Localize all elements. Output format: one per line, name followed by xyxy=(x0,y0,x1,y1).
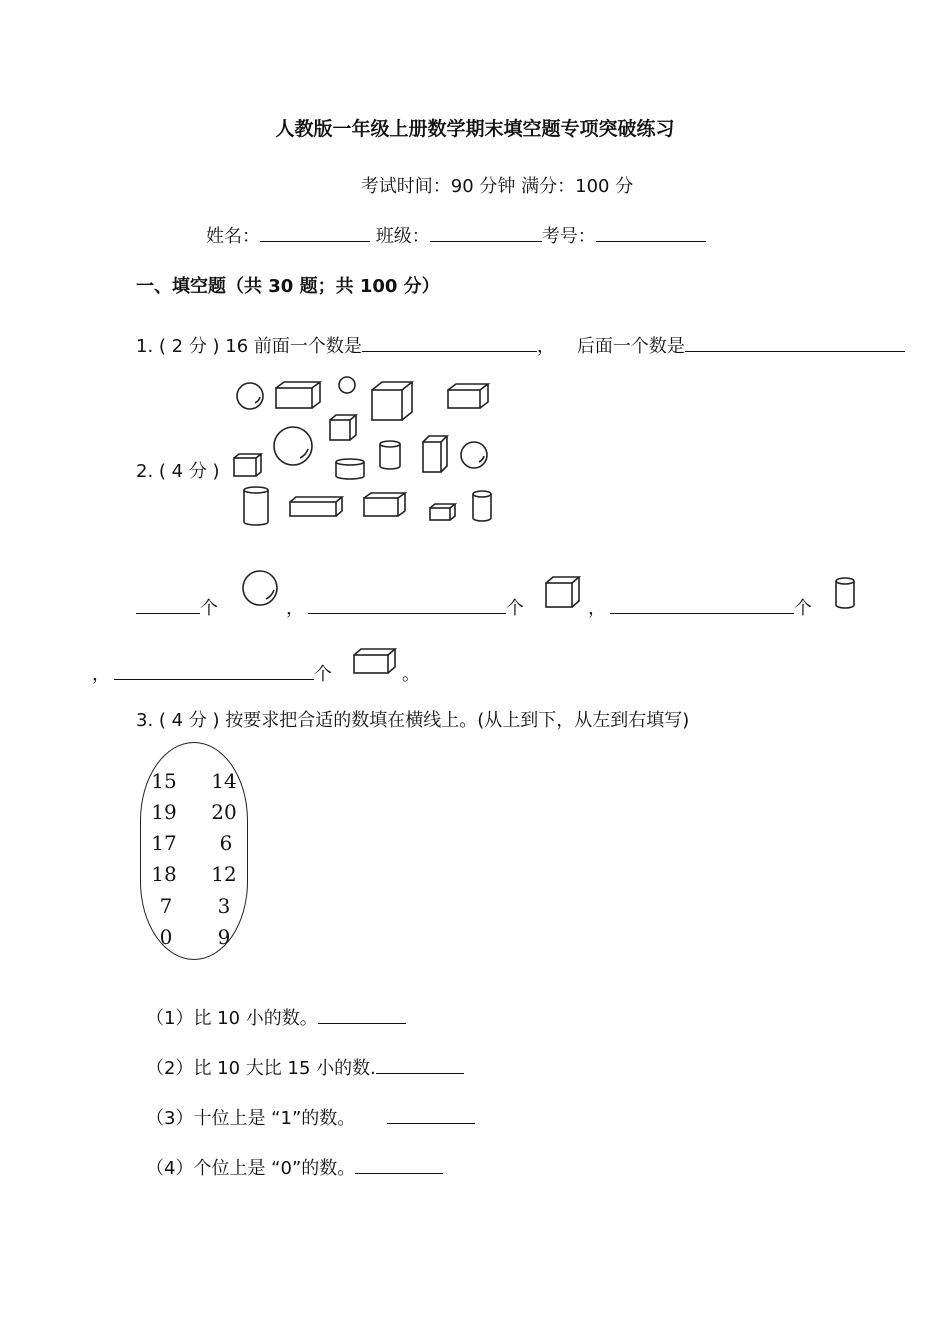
question-1 xyxy=(136,332,905,358)
sphere-icon xyxy=(240,568,280,608)
question-1-text-a: 16 前面一个数是 xyxy=(225,336,362,357)
sphere-icon xyxy=(461,442,487,468)
question-3 xyxy=(136,706,689,732)
name-label: 姓名： xyxy=(206,226,260,247)
sub-question-3: （3）十位上是 “1”的数。 xyxy=(146,1104,475,1130)
exam-info: 考试时间：90 分钟 满分：100 分 xyxy=(360,176,634,197)
oval-number: 17 xyxy=(151,831,177,855)
sub-question-4: （4）个位上是 “0”的数。 xyxy=(146,1154,443,1180)
cylinder-icon xyxy=(473,491,491,521)
question-3-prefix: 3. ( 4 分 ) xyxy=(136,710,226,731)
sub-question-2: （2）比 10 大比 15 小的数. xyxy=(146,1054,464,1080)
oval-number: 18 xyxy=(151,862,177,886)
class-label: 班级： xyxy=(375,226,430,247)
oval-number: 3 xyxy=(217,894,231,918)
question-1-text-b: 后面一个数是 xyxy=(576,336,685,357)
cylinder-icon xyxy=(336,459,364,479)
sub-question-3-blank[interactable] xyxy=(387,1105,475,1124)
sphere-count-blank[interactable] xyxy=(136,595,200,614)
exam-number-blank[interactable] xyxy=(596,223,706,242)
class-blank[interactable] xyxy=(430,223,542,242)
cylinder-count-blank[interactable] xyxy=(610,595,794,614)
comma: ， xyxy=(286,598,304,619)
period: 。 xyxy=(402,664,420,685)
sub-question-1: （1）比 10 小的数。 xyxy=(146,1004,406,1030)
sphere-icon xyxy=(274,427,312,465)
cube-count-blank[interactable] xyxy=(308,595,506,614)
question-1-prefix: 1. ( 2 分 ) xyxy=(136,336,226,357)
sub-question-1-blank[interactable] xyxy=(318,1005,406,1024)
comma: ， xyxy=(92,664,110,685)
sphere-icon xyxy=(339,377,355,393)
cylinder-icon xyxy=(380,441,400,469)
cuboid-icon xyxy=(430,504,455,520)
question-1-blank-a[interactable] xyxy=(362,333,537,352)
question-2-cylinder-answer xyxy=(610,594,812,620)
question-2-prefix: 2. ( 4 分 ) xyxy=(136,461,220,482)
question-1-blank-b[interactable] xyxy=(685,333,905,352)
question-1-sep: ， xyxy=(536,336,555,357)
exam-number-label: 考号： xyxy=(541,226,596,247)
oval-number: 19 xyxy=(151,800,177,824)
cuboid-icon xyxy=(350,644,398,678)
oval-number: 14 xyxy=(211,769,237,793)
name-blank[interactable] xyxy=(260,223,370,242)
cuboid-icon xyxy=(276,382,320,408)
cube-icon xyxy=(330,415,356,440)
section-heading: 一、填空题（共 30 题；共 100 分） xyxy=(136,276,440,297)
question-2-cuboid-answer xyxy=(114,660,332,686)
question-2-cube-answer xyxy=(308,594,524,620)
sub-question-2-blank[interactable] xyxy=(376,1055,464,1074)
cube-icon xyxy=(234,454,261,476)
cuboid-icon xyxy=(290,497,342,516)
cube-icon xyxy=(372,382,412,420)
question-3-text: 按要求把合适的数填在横线上。(从上到下，从左到右填写) xyxy=(225,710,690,731)
unit-label: 个 xyxy=(506,598,524,619)
number-oval xyxy=(140,742,248,960)
cylinder-icon xyxy=(832,576,858,612)
student-info-row xyxy=(206,222,706,248)
cuboid-icon xyxy=(364,493,405,516)
unit-label: 个 xyxy=(314,664,332,685)
question-2-answers-line-1 xyxy=(136,594,218,620)
oval-number: 6 xyxy=(219,831,233,855)
oval-number: 0 xyxy=(159,925,173,949)
oval-number: 9 xyxy=(217,925,231,949)
page-title: 人教版一年级上册数学期末填空题专项突破练习 xyxy=(275,118,675,140)
unit-label: 个 xyxy=(200,598,218,619)
oval-number: 7 xyxy=(159,894,173,918)
oval-number: 15 xyxy=(151,769,177,793)
unit-label: 个 xyxy=(794,598,812,619)
cuboid-count-blank[interactable] xyxy=(114,661,314,680)
comma: ， xyxy=(588,598,606,619)
oval-number: 20 xyxy=(211,800,237,824)
cuboid-icon xyxy=(448,384,488,408)
oval-number: 12 xyxy=(211,862,237,886)
cuboid-icon xyxy=(423,436,447,472)
sphere-icon xyxy=(237,383,263,409)
sub-question-4-blank[interactable] xyxy=(355,1155,443,1174)
shapes-figure xyxy=(228,370,498,532)
cube-icon xyxy=(542,574,582,610)
cylinder-icon xyxy=(244,487,268,525)
